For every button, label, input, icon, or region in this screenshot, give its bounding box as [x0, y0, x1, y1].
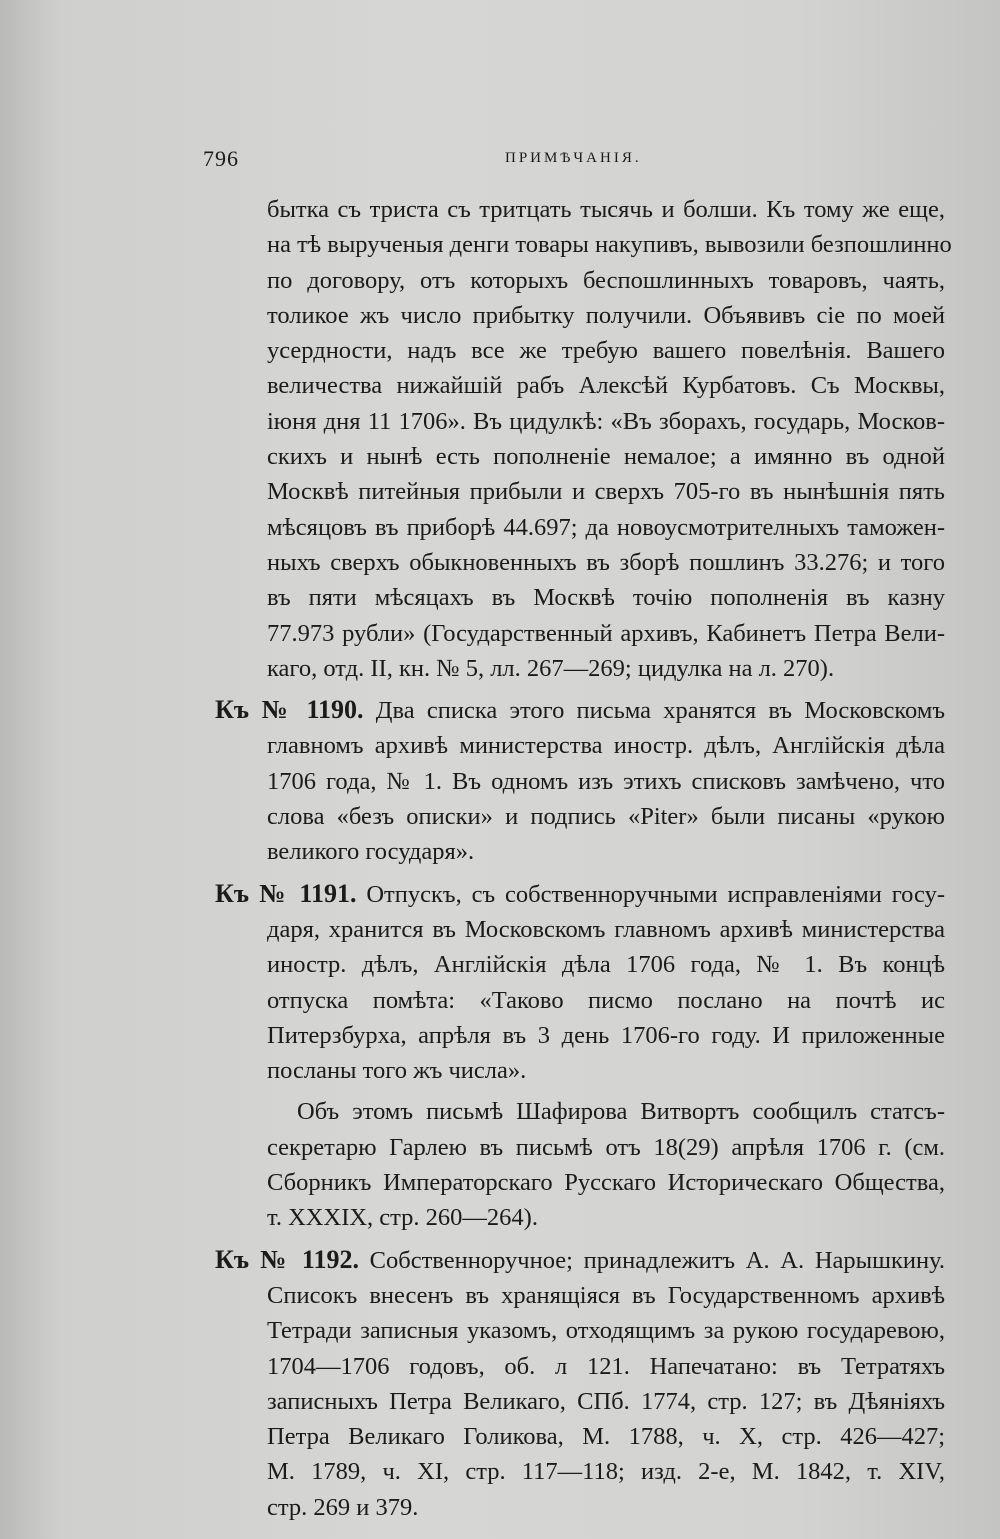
text-line: въ пяти мѣсяцахъ въ Москвѣ точію пополненія въ казну [267, 584, 945, 612]
text-line: толикое жъ число прибытку получили. Объявивъ сіе по моей [267, 301, 945, 329]
entry-first-text: Собственноручное; принадлежитъ А. А. Нарышкину. [369, 1246, 946, 1274]
text-line: Сборникъ Императорскаго Русскаго Историческаго Общества, [267, 1169, 945, 1197]
extra-paragraph [205, 1094, 945, 1235]
text-line: 1706 года, № 1. Въ одномъ изъ этихъ списковъ замѣчено, что [267, 767, 945, 795]
text-line: т. XXXIX, стр. 260—264). [267, 1204, 538, 1232]
text-line: іюня дня 11 1706». Въ цидулкѣ: «Въ зборахъ, государь, Москов- [267, 407, 945, 435]
running-head: ПРИМѢЧАНІЯ. [505, 150, 642, 166]
text-line: Тетради записныя указомъ, отходящимъ за рукою государевою, [267, 1317, 945, 1345]
entry-first-line [205, 692, 945, 728]
entry-first-line [205, 876, 945, 912]
entry-first-line [205, 1242, 945, 1278]
text-line: даря, хранится въ Московскомъ главномъ архивѣ министерства [267, 915, 945, 943]
text-line: записныхъ Петра Великаго, СПб. 1774, стр. 127; въ Дѣяніяхъ [267, 1387, 945, 1415]
text-line: 1704—1706 годовъ, об. л 121. Напечатано: въ Тетратяхъ [267, 1352, 945, 1380]
entry-label: Къ № 1192. [215, 1244, 359, 1274]
text-line: слова «безъ описки» и подпись «Piter» были писаны «рукою [267, 803, 945, 831]
entry-label: Къ № 1191. [215, 878, 357, 908]
note-entry-1190 [205, 692, 945, 869]
text-line: на тѣ вырученыя денги товары накупивъ, вывозили безпошлинно [267, 231, 952, 259]
text-line: Петра Великаго Голикова, М. 1788, ч. X, стр. 426—427; [267, 1423, 945, 1451]
text-line: Списокъ внесенъ въ хранящіяся въ Государственномъ архивѣ [267, 1281, 945, 1309]
notes-body [205, 192, 952, 1525]
entry-first-text: Отпускъ, съ собственноручными исправленіями госу- [366, 880, 946, 908]
entry-first-text: Два списка этого письма хранятся въ Московскомъ [375, 697, 946, 725]
text-line: каго, отд. II, кн. № 5, лл. 267—269; цидулка на л. 270). [267, 654, 835, 682]
text-line: усердности, надъ все же требую вашего повелѣнія. Вашего [267, 337, 945, 365]
text-line: величества нижайшій рабъ Алексѣй Курбатовъ. Съ Москвы, [267, 372, 945, 400]
continuation-paragraph [205, 192, 952, 686]
text-line: секретарю Гарлею въ письмѣ отъ 18(29) апрѣля 1706 г. (см. [267, 1133, 945, 1161]
text-line: Москвѣ питейныя прибыли и сверхъ 705-го въ нынѣшнія пять [267, 478, 945, 506]
text-line: Объ этомъ письмѣ Шафирова Витвортъ сообщилъ статсъ- [297, 1098, 945, 1126]
text-line: иностр. дѣлъ, Англійскія дѣла 1706 года, № 1. Въ концѣ [267, 951, 945, 979]
text-line: Питерзбурха, апрѣля въ 3 день 1706-го году. И приложенные [267, 1021, 945, 1049]
page-number: 796 [203, 146, 239, 171]
text-line: стр. 269 и 379. [267, 1493, 419, 1521]
text-line: 77.973 рубли» (Государственный архивъ, Кабинетъ Петра Вели- [267, 619, 945, 647]
text-line: великого государя». [267, 838, 475, 866]
text-line: скихъ и нынѣ есть пополненіе немалое; а имянно въ одной [267, 443, 945, 471]
text-line: мѣсяцовъ въ приборѣ 44.697; да новоусмотрителныхъ таможен- [267, 513, 945, 541]
text-line: бытка съ триста съ тритцать тысячь и болши. Къ тому же еще, [267, 196, 945, 223]
text-line: отпуска помѣта: «Таково писмо послано на почтѣ ис [267, 986, 945, 1014]
text-line: М. 1789, ч. XI, стр. 117—118; изд. 2-е, М. 1842, т. XIV, [267, 1458, 945, 1486]
note-entry-1191 [205, 876, 945, 1236]
text-line: ныхъ сверхъ обыкновенныхъ въ зборѣ пошлинъ 33.276; и того [267, 548, 945, 576]
note-entry-1192 [205, 1242, 945, 1525]
text-line: посланы того жъ числа». [267, 1057, 527, 1085]
entry-label: Къ № 1190. [215, 695, 364, 725]
text-line: по договору, отъ которыхъ беспошлинныхъ товаровъ, чаять, [267, 266, 945, 294]
text-line: главномъ архивѣ министерства иностр. дѣлъ, Англійскія дѣла [267, 732, 945, 760]
